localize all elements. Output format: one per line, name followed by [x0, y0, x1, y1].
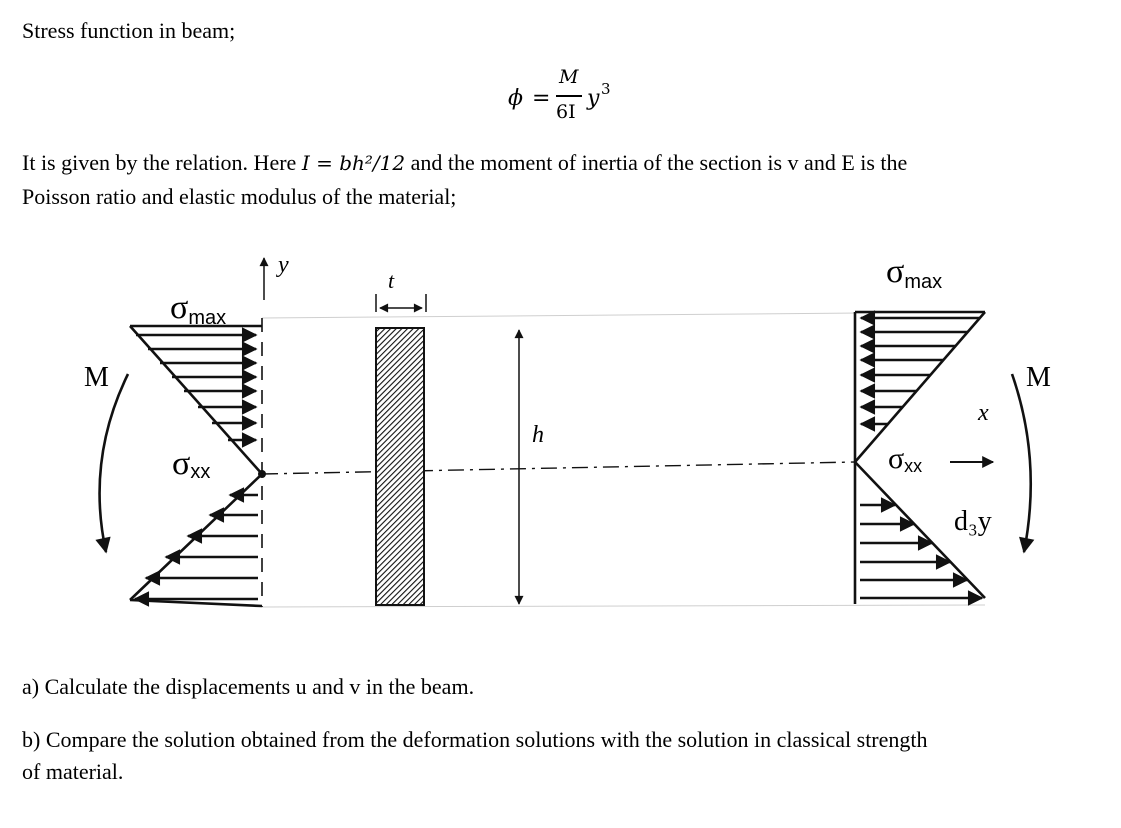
neutral-axis — [262, 462, 855, 474]
right-moment-label: M — [1026, 362, 1051, 393]
left-moment-arc — [100, 374, 128, 552]
equation-denominator: 6I — [556, 101, 576, 123]
paragraph-expression: bh²/12 — [339, 151, 406, 175]
right-moment-arc — [1012, 374, 1031, 552]
sigma-xx-left: σxx — [172, 445, 211, 483]
d3y-label: d₃y — [954, 506, 992, 537]
question-b-line-1: b) Compare the solution obtained from the deformation solutions with the solution in classical strength — [22, 727, 928, 752]
equation-equals: = — [532, 86, 551, 111]
paragraph-text-b: and the moment of inertia of the section is v and E is the — [405, 150, 908, 175]
question-b-line-2: of material. — [22, 759, 124, 784]
equation-numerator: M — [559, 66, 579, 88]
sigma-max-left: σmax — [170, 289, 227, 329]
question-a: a) Calculate the displacements u and v in the beam. — [22, 674, 475, 699]
equation-lhs: ϕ — [508, 86, 523, 111]
y-axis-label: y — [278, 252, 289, 278]
sigma-max-right: σmax — [886, 253, 943, 293]
x-axis-label: x — [978, 400, 989, 426]
paragraph-line-2: Poisson ratio and elastic modulus of the material; — [22, 184, 457, 209]
paragraph-symbol-i: I — [301, 151, 310, 175]
t-label: t — [388, 268, 395, 293]
paragraph-text-a: It is given by the relation. Here — [22, 150, 302, 175]
intro-text: Stress function in beam; — [22, 18, 236, 43]
equation-variable: y — [587, 86, 600, 111]
paragraph-equals: = — [309, 151, 340, 175]
equation-exponent: 3 — [601, 80, 611, 98]
sigma-xx-right: σxx — [888, 442, 923, 476]
cross-section — [376, 328, 424, 605]
left-moment-label: M — [84, 362, 109, 393]
h-label: h — [532, 422, 544, 448]
